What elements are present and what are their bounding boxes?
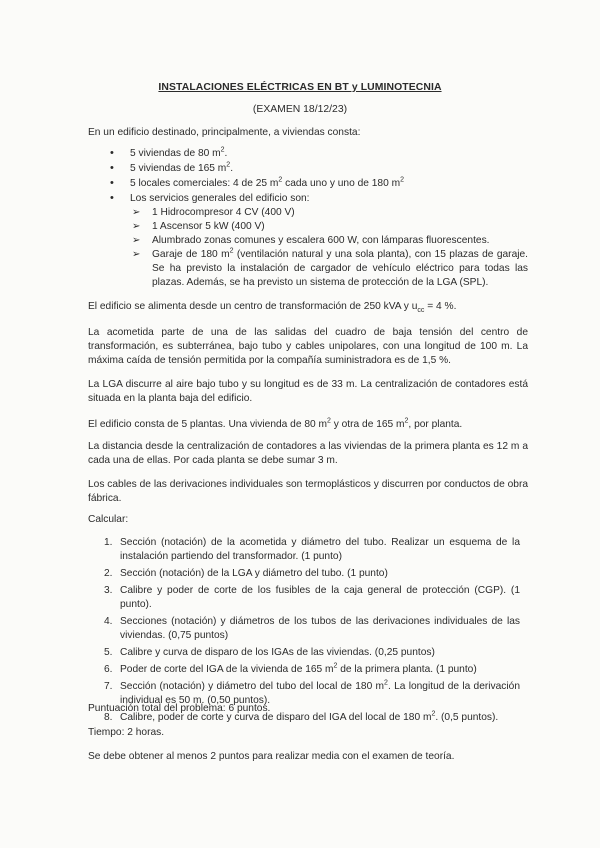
task-item: 4. Secciones (notación) y diámetros de los tubos de las derivaciones individuales de las viviendas. (0,75 puntos) xyxy=(104,616,520,641)
paragraph-floors: El edificio consta de 5 plantas. Una vivienda de 80 $m^2$ y otra de 165 $m^2$, por planta. xyxy=(88,417,463,430)
service-item: ➢ Alumbrado zonas comunes y escalera 600 W, con lámparas fluorescentes. xyxy=(132,234,528,248)
services-list xyxy=(132,206,528,290)
task-item: 3. Calibre y poder de corte de los fusibles de la caja general de protección (CGP). (1 punto). xyxy=(104,585,520,610)
task-item: 8. Calibre, poder de corte y curva de disparo del IGA del local de 180 $m^2$. (0,5 puntos). xyxy=(104,710,499,723)
paragraph-lga: La LGA discurre al aire bajo tubo y su longitud es de 33 m. La centralización de contadores está situada en la planta baja del edificio. xyxy=(88,379,528,404)
service-item: ➢ Garaje de 180 $m^2$ (ventilación natural y una sola planta), con 15 plazas de garaje. Se ha previsto la instalación de cargador de vehículo eléctrico para todas las plazas. Además, se ha previsto un sistema de protección de la LGA (SPL). xyxy=(132,248,528,290)
paragraph-cables: Los cables de las derivaciones individuales son termoplásticos y discurren por conductos de obra fábrica. xyxy=(88,479,528,504)
task-item: 1. Sección (notación) de la acometida y diámetro del tubo. Realizar un esquema de la instalación partiendo del transformador. (1 punto) xyxy=(104,537,520,562)
list-item: • 5 viviendas de 80 $m^2$. xyxy=(108,146,528,161)
paragraph-distance: La distancia desde la centralización de contadores a las viviendas de la primera planta es 12 m a cada una de ellas. Por cada planta se debe sumar 3 m. xyxy=(88,441,528,466)
total-score: Puntuación total del problema: 6 puntos. xyxy=(88,703,271,714)
exam-title: INSTALACIONES ELÉCTRICAS EN BT y LUMINOTECNIA xyxy=(158,82,442,93)
exam-date: (EXAMEN 18/12/23) xyxy=(252,104,348,115)
service-item: ➢ 1 Hidrocompresor 4 CV (400 V) xyxy=(132,206,528,220)
task-item: 5. Calibre y curva de disparo de los IGAs de las viviendas. (0,25 puntos) xyxy=(104,647,435,658)
task-item: 6. Poder de corte del IGA de la vivienda de 165 $m^2$ de la primera planta. (1 punto) xyxy=(104,662,477,675)
intro-text: En un edificio destinado, principalmente, a viviendas consta: xyxy=(88,127,361,138)
paragraph-acometida: La acometida parte de una de las salidas del cuadro de baja tensión del centro de transformación, es subterránea, bajo tubo y cables unipolares, con una longitud de 100 m. La máxima caída de tensión permitida por la compañía suministradora es de 1,5 %. xyxy=(88,327,528,366)
task-list xyxy=(104,536,520,728)
time-limit: Tiempo: 2 horas. xyxy=(88,727,165,738)
paragraph-transformer: El edificio se alimenta desde un centro de transformación de 250 kVA y $u_{cc} = 4$ %. xyxy=(88,301,457,315)
list-item: • 5 viviendas de 165 $m^2$. xyxy=(108,161,528,176)
list-item: • 5 locales comerciales: 4 de 25 $m^2$ cada uno y uno de 180 $m^2$ xyxy=(108,176,528,191)
pass-note: Se debe obtener al menos 2 puntos para realizar media con el examen de teoría. xyxy=(88,751,455,762)
building-composition-list xyxy=(108,146,528,290)
calc-heading: Calcular: xyxy=(88,514,129,525)
task-item: 7. Sección (notación) y diámetro del tubo del local de 180 $m^2$. La longitud de la derivación individual es 50 m. (0,50 puntos). xyxy=(104,679,520,706)
task-item: 2. Sección (notación) de la LGA y diámetro del tubo. (1 punto) xyxy=(104,568,388,579)
service-item: ➢ 1 Ascensor 5 kW (400 V) xyxy=(132,220,528,234)
list-item: • Los servicios generales del edificio son: ➢ 1 Hidrocompresor 4 CV (400 V) ➢ 1 Ascensor 5 kW (400 V) ➢ Alumbrado zonas comunes y escalera 600 W, con lámparas fluorescentes. ➢ Garaje de 180 $m^2$ (ventilación natural y una sola planta), con 15 plazas de garaje. Se ha previsto la instalación de cargador de vehículo eléctrico para todas las plazas. Además, se ha previsto un sistema de protección de la LGA (SPL). xyxy=(108,191,528,290)
